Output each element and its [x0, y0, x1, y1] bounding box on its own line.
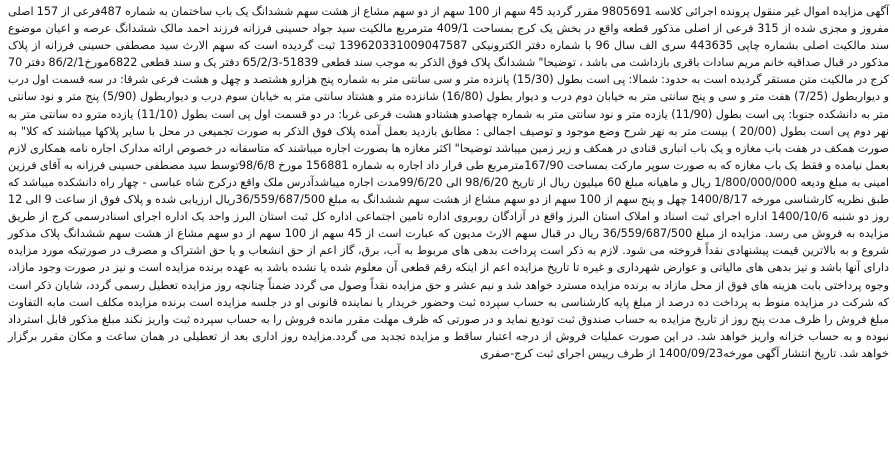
- auction-notice-text: آگهی مزایده اموال غیر منقول پرونده اجرائی کلاسه 9805691 مقرر گردید 45 سهم از 100 سهم از دو سهم مشاع از هشت سهم ششدانگ یک باب ساختمان به شماره 487فرعی از 157 اصلی مفروز و مجزی شده از 315 فرعی از اصلی مذکور قطعه واقع در بخش یک کرج بمساحت 409/1 مترمربع مالکیت سید جواد حسینی فرزانه فرزند احمد مالک ششدانگ عرصه و اعیان موضوع سند مالکیت اصلی بشماره چاپی 443635 سری الف سال 96 با شماره دفتر الکترونیکی 139620331009047587 ثبت گردیده است که سهم الارث سید مصطفی حسینی فرزانه از پلاک مذکور در قبال صداقیه خانم مریم سادات باقری بازداشت می باشد ، توضیحا" ششدانگ پلاک فوق الذکر به موجب سند قطعی 51839-65/2/3 دفتر یک و سند قطعی 6822مورخ86/2/1 دفتر 70 کرج در مالکیت متن مستقر گردیده است به حدود: شمالا: پی است بطول (15/30) پانزده متر و سی سانتی متر به شماره پنج هزارو هشتصد و چهل و هشت فرعی شرقا: در سه قسمت اول درب و دیواربطول (7/25) هفت متر و سی و پنج سانتی متر به خیابان دوم درب و دیوار بطول (16/80) شانزده متر و هشتاد سانتی متر به خیابان سوم درب و دیواربطول (5/90) پنج متر و نود سانتی متر به دانشکده جنوبا: پی است بطول (11/90) یازده متر و نود سانتی متر به شماره چهاصدو هشتادو هشت فرعی غربا: در دو قسمت اول پی است بطول (11/10) یازده مترو ده سانتی متر به نهر دوم پی است بطول (20/00 ) بیست متر به نهر شرح وضع موجود و توصیف اجمالی : مطابق بازدید بعمل آمده پلاک فوق الذکر به صورت تجمیعی در محل با سایر پلاکها میباشند که کلا" به صورت همکف در هفت باب مغازه و یک باب انباری قنادی در همکف و زیر زمین میباشد توضیحا" اکثر مغازه ها بصورت اجاره میباشند که متاسفانه در خصوص ارائه مدارک اجاره نامه همکاری لازم بعمل نیامده و فقط یک باب مغازه که به صورت سوپر مارکت بمساحت 167/90مترمربع طی قرار داد اجاره به شماره 156881 مورخ 98/6/8توسط سید مصطفی حسینی فرزانه به آقای فرزین امینی به مبلغ ودیعه 1/800/000/000 ریال و ماهیانه مبلغ 60 میلیون ریال از تاریخ 98/6/20 الی 99/6/20مدت اجاره میباشدآدرس ملک واقع درکرج شاه عباسی - چهار راه دانشکده میباشد که طبق نظریه کارشناسی مورخه 1400/8/17 چهل و پنج سهم از 100 سهم از دو سهم مشاع از هشت سهم ششدانگ به مبلغ 36/559/687/500ریال ارزیابی شده و پلاک فوق از ساعت 9 الی 12 روز دو شنبه 1400/10/6 اداره اجرای ثبت اسناد و املاک استان البرز واقع در آزادگان روبروی اداره تامین اجتماعی اداره کل ثبت استان البرز واحد یک اداره اجرای اسنادرسمی کرج از طریق مزایده به فروش می رسد. مزایده از مبلغ 36/559/687/500 ریال در قبال سهم الارث مدیون که عبارت است از 45 سهم از 100 سهم از دو سهم مشاع از هشت سهم ششدانگ پلاک مذکور شروع و به بالاترین قیمت پیشنهادی نقداً فروخته می شود. لازم به ذکر است پرداخت بدهی های مربوط به آب، برق، گاز اعم از حق انشعاب و یا حق اشتراک و مصرف در صورتیکه مورد مزایده دارای آنها باشد و نیز بدهی های مالیاتی و عوارض شهرداری و غیره تا تاریخ مزایده اعم از اینکه رقم قطعی آن معلوم شده یا نشده باشد به عهده برنده مزایده است و نیز در صورت وجود مازاد، وجوه پرداختی بابت هزینه های فوق از محل مازاد به برنده مزایده مسترد خواهد شد و نیم عشر و حق مزایده نقداً وصول می گردد ضمناً چنانچه روز مزایده تعطیل رسمی گردد، شایان ذکر است که شرکت در مزایده منوط به پرداخت ده درصد از مبلغ پایه کارشناسی به حساب سپرده ثبت وحضور خریدار یا نماینده قانونی او در جلسه مزایده است برنده مزایده مکلف است مابه التفاوت مبلغ فروش را ظرف مدت پنج روز از تاریخ مزایده به حساب صندوق ثبت تودیع نماید و در صورتی که ظرف مهلت مقرر مانده فروش را به حساب سپرده ثبت واریز نکند مبلغ مذکور قابل استرداد نبوده و به حساب خزانه واریز خواهد شد. در این صورت عملیات فروش از درجه اعتبار ساقط و مزایده تجدید می گردد.مزایده روز اداری بعد از تعطیلی در همان ساعت و مکان مقرر برگزار خواهد شد. تاریخ انتشار آگهی مورخه1400/09/23 از طرف رییس اجرای ثبت کرج-صفری: [8, 5, 890, 360]
